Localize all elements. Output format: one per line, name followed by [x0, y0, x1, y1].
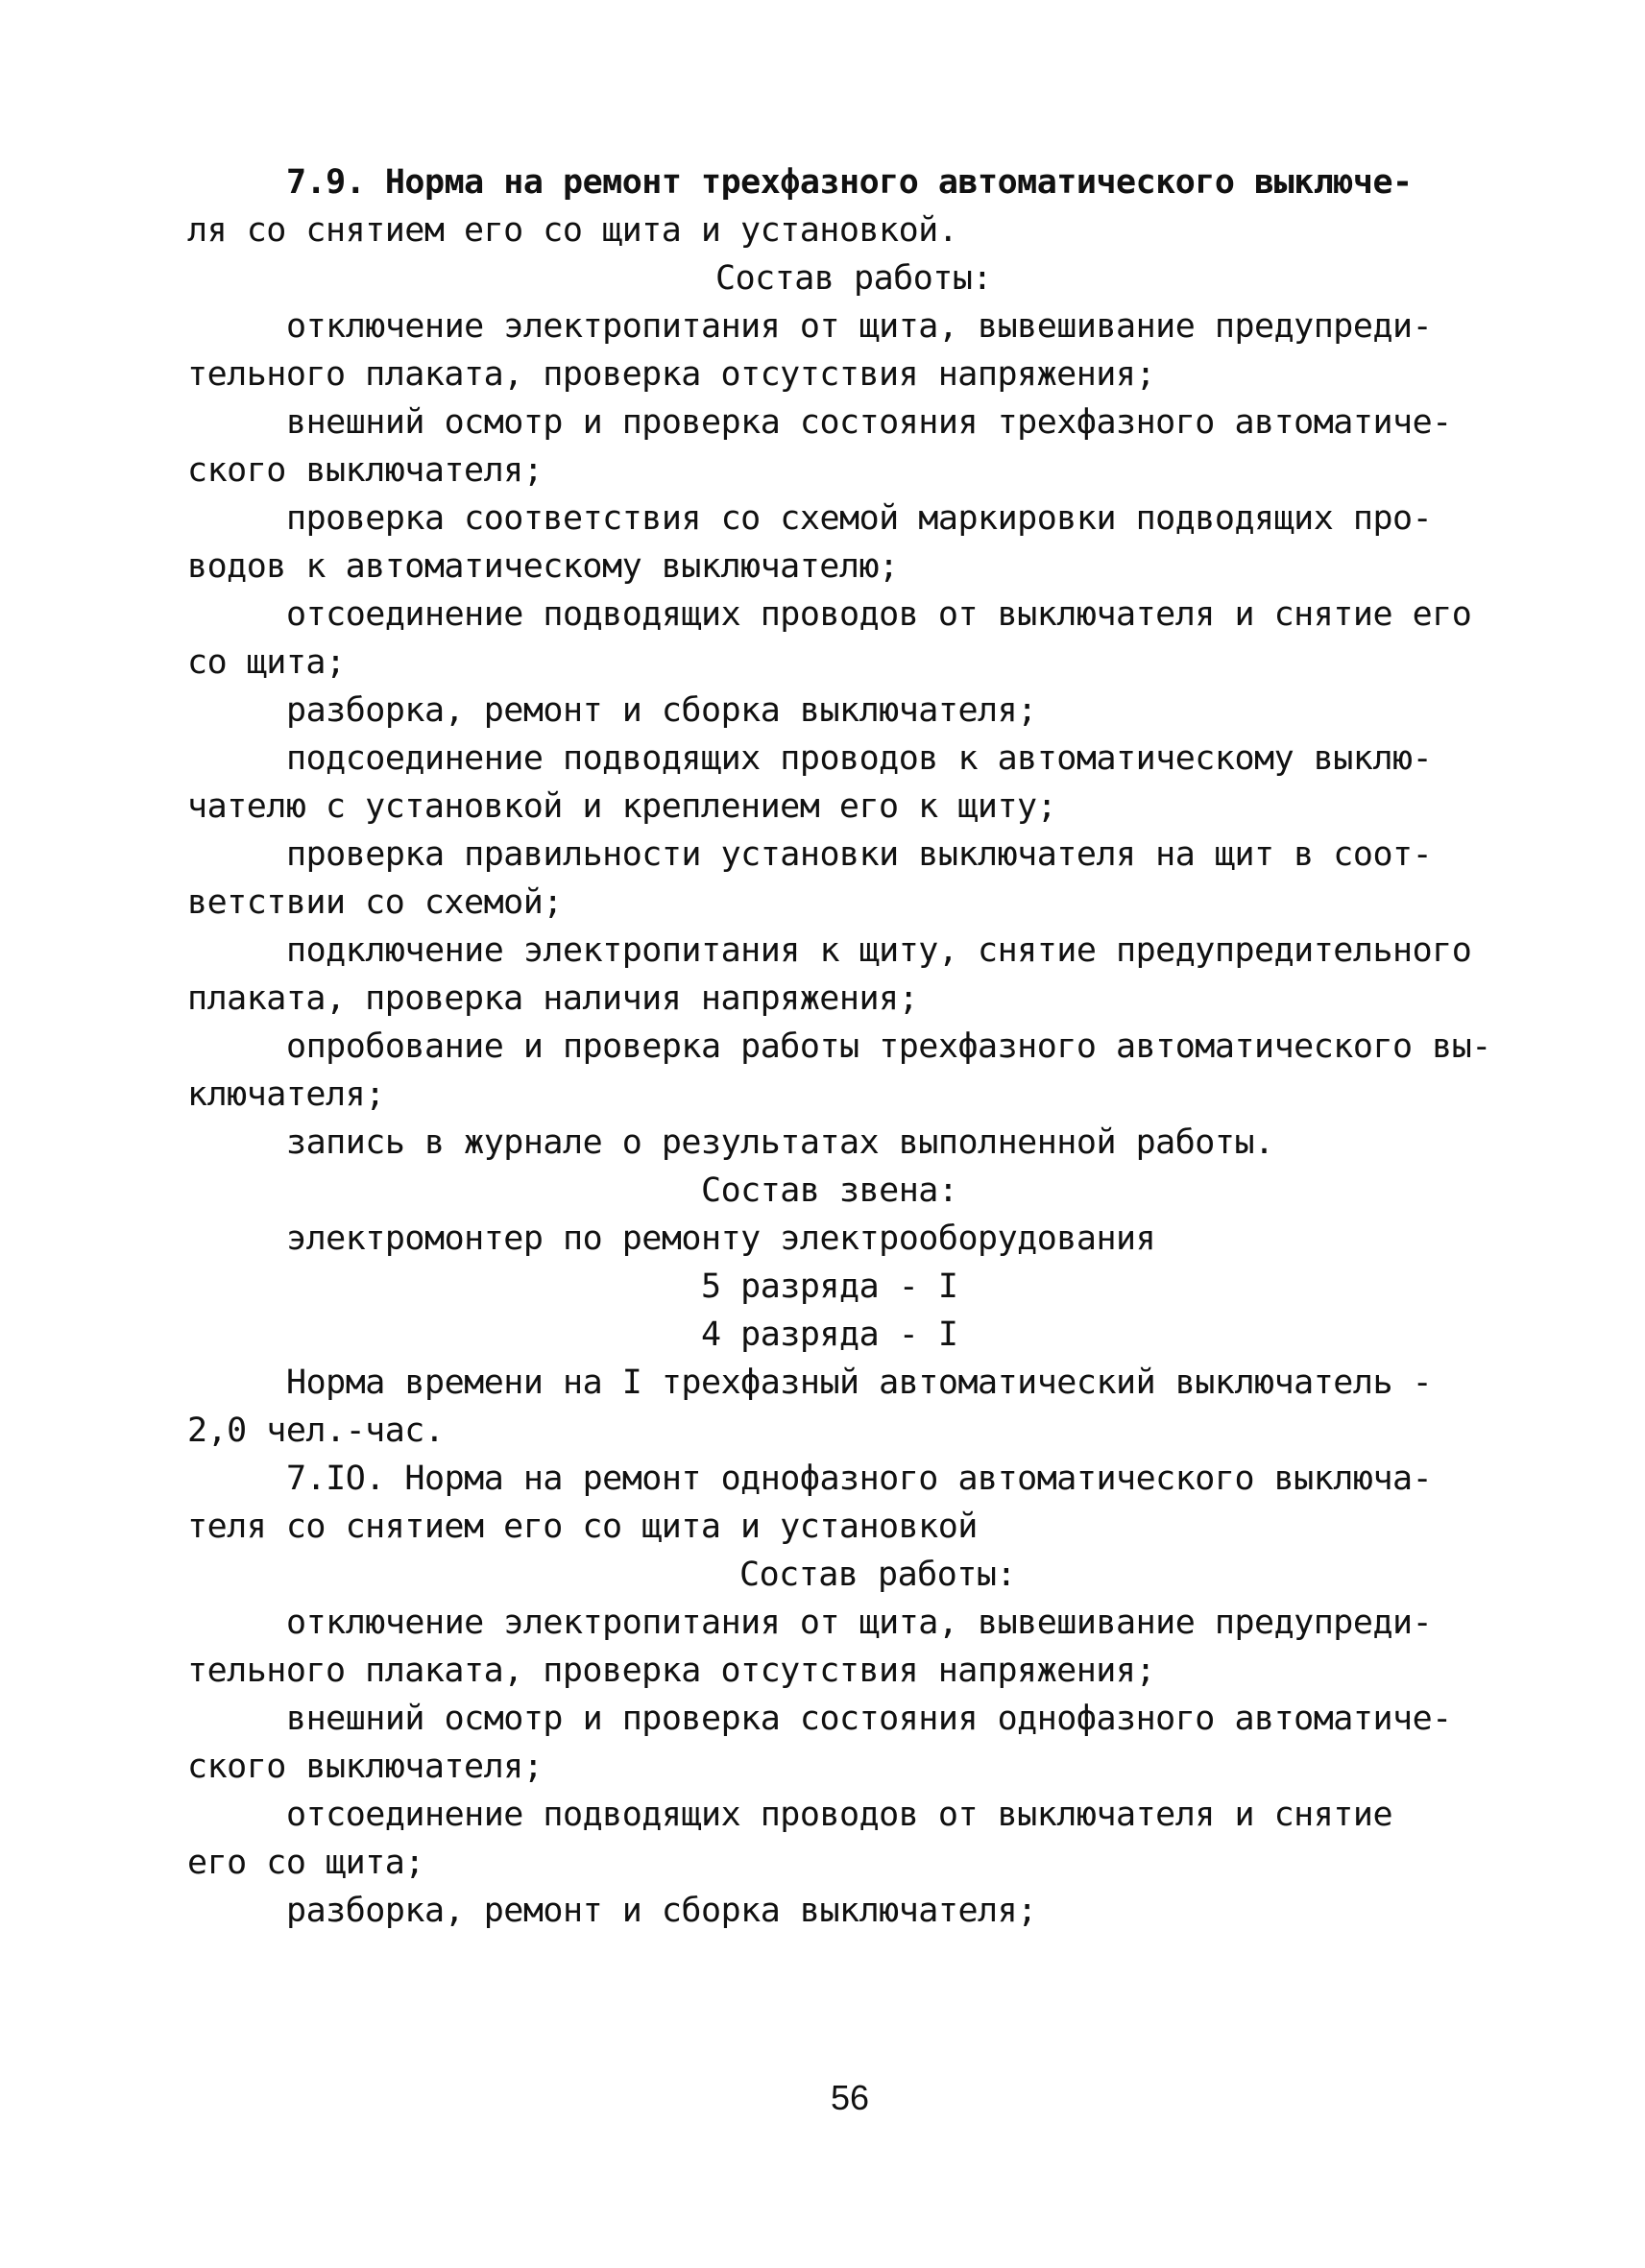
- text-line: его со щита;: [187, 1844, 424, 1882]
- text-line: разборка, ремонт и сборка выключателя;: [286, 691, 1037, 730]
- text-line: теля со снятием его со щита и установкой: [187, 1508, 978, 1546]
- section-heading-7-9: 7.9. Норма на ремонт трехфазного автоматического выключе-: [286, 163, 1413, 202]
- text-line: проверка правильности установки выключателя на щит в соот-: [286, 835, 1433, 874]
- text-line: ского выключателя;: [187, 1748, 544, 1786]
- text-line: тельного плаката, проверка отсутствия напряжения;: [187, 355, 1156, 394]
- text-line: отсоединение подводящих проводов от выключателя и снятие: [286, 1796, 1393, 1834]
- subheading-work-composition: Состав работы:: [739, 1556, 1017, 1594]
- subheading-crew-composition: Состав звена:: [701, 1171, 958, 1210]
- subheading-work-composition: Состав работы:: [715, 259, 993, 298]
- text-line: ского выключателя;: [187, 451, 544, 490]
- text-line: отключение электропитания от щита, вывешивание предупреди-: [286, 307, 1433, 346]
- text-line: 5 разряда - I: [701, 1267, 958, 1306]
- text-line: подключение электропитания к щиту, снятие предупредительного: [286, 931, 1472, 970]
- text-line: внешний осмотр и проверка состояния однофазного автоматиче-: [286, 1700, 1452, 1738]
- text-line: чателю с установкой и креплением его к щиту;: [187, 787, 1057, 826]
- time-norm-line: Норма времени на I трехфазный автоматический выключатель -: [286, 1363, 1433, 1402]
- text-line: опробование и проверка работы трехфазного автоматического вы-: [286, 1027, 1491, 1066]
- text-line: плаката, проверка наличия напряжения;: [187, 979, 919, 1018]
- text-line: запись в журнале о результатах выполненной работы.: [286, 1123, 1274, 1162]
- text-line: ля со снятием его со щита и установкой.: [187, 211, 958, 250]
- text-line: внешний осмотр и проверка состояния трехфазного автоматиче-: [286, 403, 1452, 442]
- text-line: отключение электропитания от щита, вывешивание предупреди-: [286, 1604, 1433, 1642]
- text-line: проверка соответствия со схемой маркировки подводящих про-: [286, 499, 1433, 538]
- section-heading-7-10: 7.IO. Норма на ремонт однофазного автоматического выключа-: [286, 1460, 1433, 1498]
- text-line: водов к автоматическому выключателю;: [187, 547, 899, 586]
- text-line: тельного плаката, проверка отсутствия напряжения;: [187, 1652, 1156, 1690]
- time-norm-value: 2,0 чел.-час.: [187, 1411, 445, 1450]
- text-line: 4 разряда - I: [701, 1315, 958, 1354]
- text-line: подсоединение подводящих проводов к автоматическому выклю-: [286, 739, 1433, 778]
- text-line: электромонтер по ремонту электрооборудования: [286, 1219, 1156, 1258]
- text-line: разборка, ремонт и сборка выключателя;: [286, 1892, 1037, 1930]
- page-number: 56: [831, 2078, 870, 2117]
- text-line: ключателя;: [187, 1075, 385, 1114]
- text-line: отсоединение подводящих проводов от выключателя и снятие его: [286, 595, 1472, 634]
- text-line: ветствии со схемой;: [187, 883, 563, 922]
- text-line: со щита;: [187, 643, 346, 682]
